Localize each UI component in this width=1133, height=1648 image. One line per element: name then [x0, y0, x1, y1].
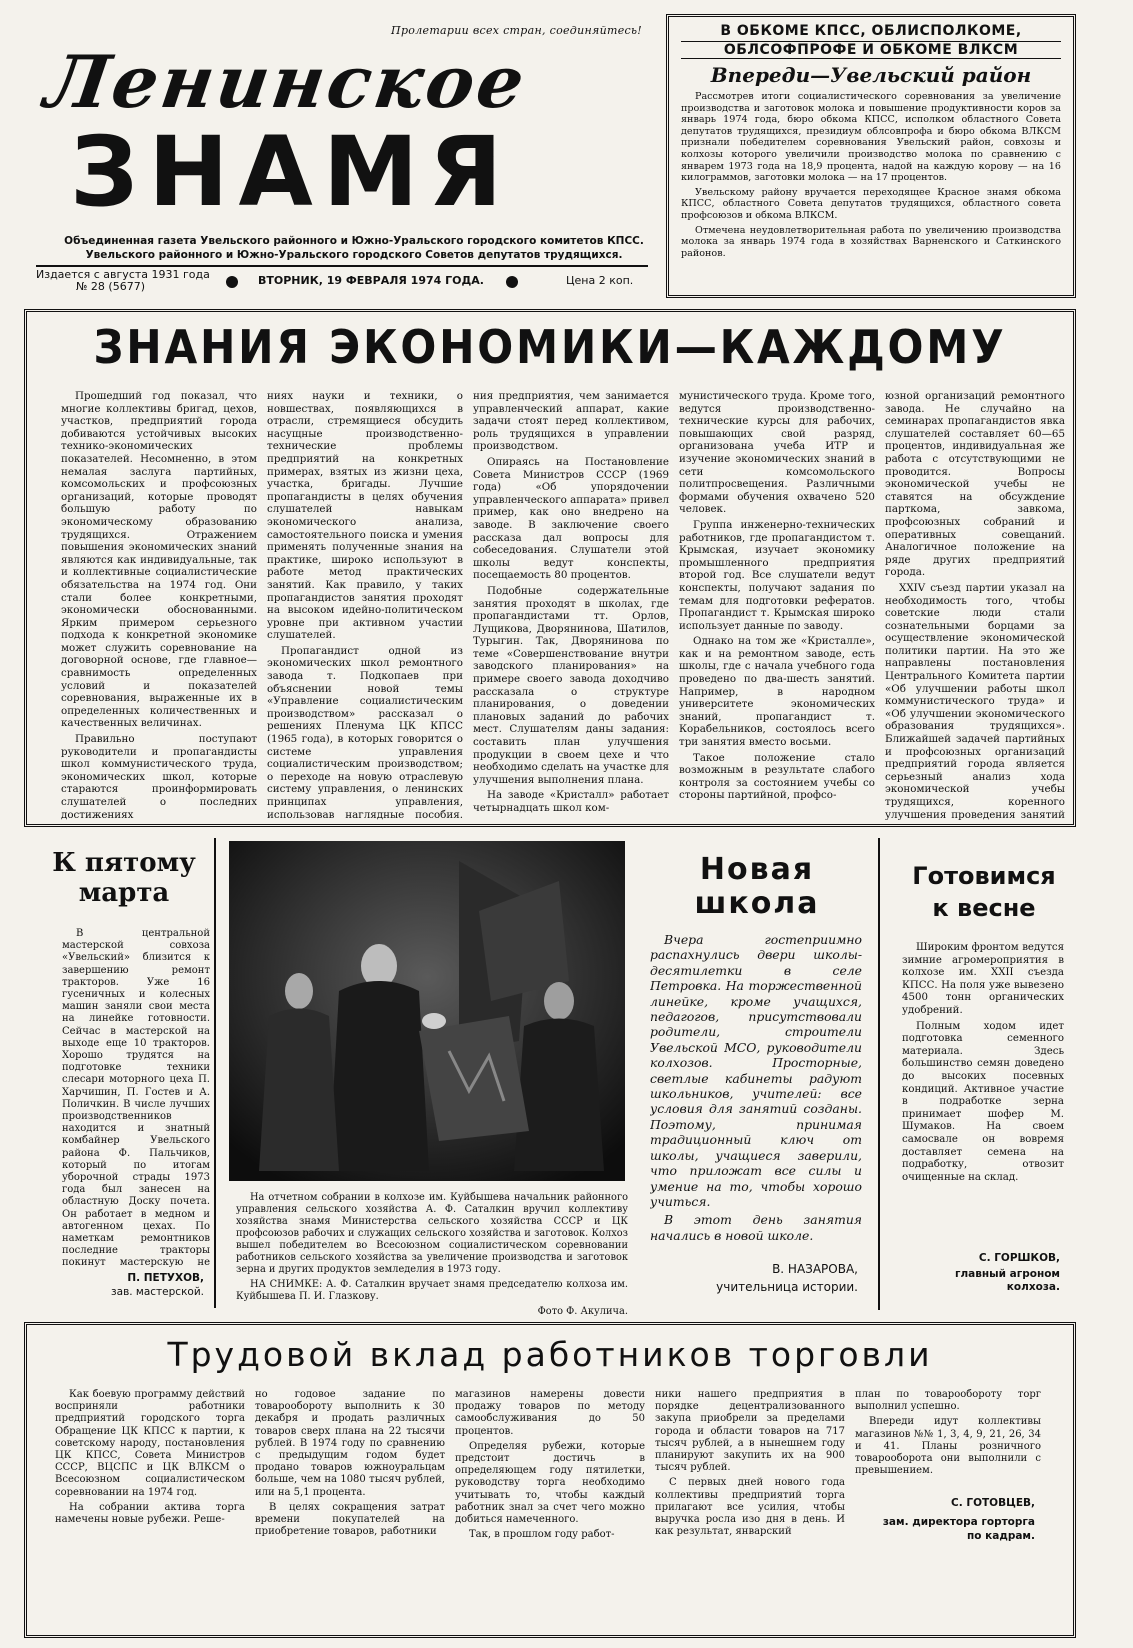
economics-headline: ЗНАНИЯ ЭКОНОМИКИ—КАЖДОМУ: [93, 320, 1007, 374]
economics-col3-p2: Опираясь на Постановление Совета Министров СССР (1969 года) «Об упорядочении управленческого аппарата» привел пример, как оно внедрено на заводе. В заключение своего рассказа дал вопросы для собеседования. Слушатели этой школы ведут конспекты, посещаемость 80 процентов.: [473, 455, 669, 582]
school-article: [642, 838, 880, 1310]
issue-date: ВТОРНИК, 19 ФЕВРАЛЯ 1974 ГОДА.: [258, 274, 484, 287]
issue-number: № 28 (5677): [76, 280, 146, 293]
economics-col3-p1: ния предприятия, чем занимается управленческий аппарат, какие задачи стоят перед коллективом, роль трудящихся в управлении производством.: [473, 390, 669, 453]
obkom-heading-line2: ОБЛСОФПРОФЕ И ОБКОМЕ ВЛКСМ: [681, 41, 1061, 59]
photo-caption: [236, 1192, 628, 1318]
trade-author: С. ГОТОВЦЕВ,: [951, 1497, 1035, 1509]
trade-col-3: [455, 1389, 645, 1629]
school-author-role: учительница истории.: [716, 1280, 858, 1294]
issue-price: Цена 2 коп.: [566, 274, 634, 287]
economics-col5-p2: XXIV съезд партии указал на необходимость того, чтобы советские люди стали сознательными борцами за осуществление экономической политики партии. На это же направлены постановления Центрального Комитета партии «Об улучшении работы школ коммунистического труда» и «Об улучшении экономического образования трудящихся». Ближайшей задачей партийных и профсоюзных организаций предприятий города является серьезный анализ хода экономической учебы трудящихся, коренного улучшения проведения занятий: [885, 581, 1065, 820]
school-title-line1: Новая: [699, 852, 815, 887]
trade-col4-p2: С первых дней нового года коллективы предприятий торга прилагают все усилия, чтобы выручка росла изо дня в день. И как результат, январский: [655, 1477, 845, 1538]
spring-author: С. ГОРШКОВ,: [978, 1252, 1060, 1264]
obkom-body: [681, 91, 1061, 259]
economics-col4-p2: Группа инженерно-технических работников, где пропагандистом т. Крымская, изучает экономику промышленного предприятия второй год. Все слушатели ведут конспекты, получают задания по темам для подготовки рефератов. Пропагандист т. Крымская широко использует данные по заводу.: [679, 518, 875, 632]
obkom-title: Впереди—Увельский район: [710, 63, 1032, 87]
trade-article: [24, 1322, 1076, 1638]
spring-article: [892, 838, 1076, 1310]
economics-col5-p1: юзной организаций ремонтного завода. Не случайно на семинарах пропагандистов явка слушателей составляет 60—65 процентов, индивидуальная же работа с отсутствующими не проводится. Вопросы экономической учебы не ставятся на обсуждение парткома, завкома, профсоюзных собраний и оперативных совещаний. Аналогичное положение на ряде других предприятий города.: [885, 390, 1065, 579]
trade-col3-p2: Определяя рубежи, которые предстоит достичь в определяющем году пятилетки, руководству торга необходимо учитывать то, чтобы каждый работник знал за счет чего можно добиться намеченного.: [455, 1440, 645, 1526]
trade-col3-p3: Так, в прошлом году работ-: [469, 1529, 615, 1541]
economics-col1-p2: Правильно поступают руководители и пропагандисты школ коммунистического труда, экономических школ, которые стараются проинформировать слушателей о последних достижениях: [61, 733, 257, 820]
masthead-rule: [36, 265, 648, 267]
march-author: П. ПЕТУХОВ,: [127, 1272, 204, 1284]
published-since: Издается с августа 1931 года: [36, 268, 210, 281]
trade-headline: Трудовой вклад работников торговли: [167, 1335, 933, 1374]
obkom-p1: Рассмотрев итоги социалистического соревнования за увеличение производства и заготовок молока и повышение продуктивности коров за январь 1974 года, бюро обкома КПСС, исполком областного Совета депутатов трудящихся, президиум облсовпрофа и бюро обкома ВЛКСМ признали победителем соревнования Увельский район, совхозы и колхозы которого увеличили производство молока по сравнению с январем 1973 года на 18,9 процента, надой на каждую корову — на 16 килограммов, заготовки молока — на 17 процентов.: [681, 91, 1061, 184]
spring-title-line1: Готовимся: [912, 862, 1056, 890]
masthead-subtitle: [64, 234, 644, 262]
obkom-article: [666, 14, 1076, 298]
economics-col-4: [679, 390, 875, 820]
ceremony-photo: [229, 841, 625, 1181]
spring-author-role: главный агроном колхоза.: [954, 1268, 1060, 1293]
ceremony-photo-image: [229, 841, 625, 1181]
trade-col4-p1: ники нашего предприятия в порядке децентрализованного закупа приобрели за пределами города и области товаров на 717 тысяч рублей, а в нынешнем году планируют закупить их на 900 тысяч рублей.: [655, 1389, 845, 1474]
trade-col2-p2: В целях сокращения затрат времени покупателей на приобретение товаров, работники: [255, 1501, 445, 1538]
school-title-line2: школа: [694, 886, 820, 921]
school-author: В. НАЗАРОВА,: [772, 1262, 858, 1276]
march-title: К пятому марта: [52, 848, 196, 908]
trade-author-role: зам. директора горторга по кадрам.: [882, 1516, 1035, 1542]
economics-col-2: [267, 390, 463, 820]
march-author-role: зав. мастерской.: [111, 1286, 204, 1298]
march-article: [24, 838, 216, 1308]
photo-caption-p2: НА СНИМКЕ: А. Ф. Саталкин вручает знамя председателю колхоза им. Куйбышева П. И. Глазкову.: [236, 1279, 628, 1302]
masthead-infoline: [36, 268, 648, 294]
obkom-heading-line1: В ОБКОМЕ КПСС, ОБЛИСПОЛКОМЕ,: [720, 23, 1022, 39]
economics-col3-p3: Подобные содержательные занятия проходят в школах, где пропагандистами тт. Орлов, Лущикова, Дворянинова, Шатилов, Турыгин. Так, Дворянинова по теме «Совершенствование внутри заводского планирования» на примере своего завода доходчиво рассказала о структуре планирования, о доведении плановых заданий до рабочих мест. Слушателям даны задания: составить план улучшения продукции в своем цехе и что необходимо сделать на участке для улучшения выполнения плана.: [473, 584, 669, 786]
spring-title-line2: к весне: [932, 894, 1036, 922]
spring-p1: Широким фронтом ведутся зимние агромероприятия в колхозе им. XXII съезда КПСС. На поля уже вывезено 4500 тонн органических удобрений.: [902, 942, 1064, 1016]
spring-body: [902, 942, 1064, 1242]
school-body: [650, 932, 862, 1242]
obkom-p2: Увельскому району вручается переходящее Красное знамя обкома КПСС, областного Совета депутатов трудящихся, областного совета профсоюзов и обкома ВЛКСМ.: [681, 186, 1061, 221]
economics-col-3: [473, 390, 669, 820]
economics-col4-p4: Такое положение стало возможным в результате слабого контроля за состоянием учебы со стороны партийной, профсо-: [679, 751, 875, 802]
economics-col3-p4: На заводе «Кристалл» работает четырнадцать школ ком-: [473, 789, 669, 814]
march-body: [62, 928, 210, 1268]
masthead: [24, 14, 654, 298]
trade-col1-p1: Как боевую программу действий восприняли работники предприятий городского торга Обращение ЦК КПСС к партии, к советскому народу, постановления ЦК КПСС, Совета Министров СССР, ВЦСПС и ЦК ВЛКСМ о Всесоюзном социалистическом соревновании на 1974 год.: [55, 1389, 245, 1498]
masthead-subtitle-line1: Объединенная газета Увельского районного и Южно-Уральского городского комитетов КПСС.: [64, 235, 644, 247]
spring-p2: Полным ходом идет подготовка семенного материала. Здесь большинство семян доведено до высоких посевных кондиций. Активное участие в подработке зерна принимает шофер М. Шумаков. На своем самосвале он вовремя доставляет семена на подработку, отвозит очищенные на склад.: [902, 1020, 1064, 1183]
school-p1: Вчера гостеприимно распахнулись двери школы-десятилетки в селе Петровка. На торжественной линейке, кроме учащихся, педагогов, присутствовали родители, строители Увельской МСО, руководители колхозов. Просторные, светлые кабинеты радуют школьников, учителей: все условия для занятий созданы. Поэтому, принимая традиционный ключ от школы, учащиеся заверили, что приложат все силы и умение на то, чтобы хорошо учиться.: [650, 932, 862, 1209]
trade-col3-p1: магазинов намерены довести продажу товаров по методу самообслуживания до 50 процентов.: [455, 1389, 645, 1437]
trade-col2-p1: но годовое задание по товарообороту выполнить к 30 декабря и продать различных товаров сверх плана на 22 тысячи рублей. В 1974 году по сравнению с предыдущим годом будет продано товаров южноуральцам больше, чем на 1080 тысяч рублей, или на 5,1 процента.: [255, 1389, 445, 1498]
economics-col-1: [61, 390, 257, 820]
economics-article: [24, 309, 1076, 827]
masthead-subtitle-line2: Увельского районного и Южно-Уральского городского Советов депутатов трудящихся.: [85, 249, 623, 261]
economics-col4-p1: мунистического труда. Кроме того, ведутся производственно-технические курсы для рабочих, повышающих свой разряд, организована учеба ИТР и изучение экономических знаний в сети комсомольского политпросвещения. Различными формами обучения охвачено 520 человек.: [679, 390, 875, 516]
economics-col2-p2: Пропагандист одной из экономических школ ремонтного завода т. Подкопаев при объяснении новой темы «Управление социалистическим производством» рассказал о решениях Пленума ЦК КПСС (1965 года), в которых говорится о системе управления социалистическим производством; о переходе на новую отраслевую систему управления, о ленинских принципах управления, использовав наглядные пособия.: [267, 644, 463, 820]
masthead-motto: Пролетарии всех стран, соединяйтесь!: [391, 24, 642, 37]
trade-col5-p2: Впереди идут коллективы магазинов №№ 1, 3, 4, 9, 21, 26, 34 и 41. Планы розничного товарооборота они выполнили с превышением.: [855, 1416, 1041, 1477]
bullet-dot-left: [226, 276, 238, 288]
economics-col4-p3: Однако на том же «Кристалле», как и на ремонтном заводе, есть школы, где с начала учебного года проведено по два-шесть занятий. Например, в народном университете экономических знаний, пропагандист т. Корабельников, состоялось всего три занятия вместо восьми.: [679, 635, 875, 749]
trade-col-2: [255, 1389, 445, 1629]
bullet-dot-right: [506, 276, 518, 288]
school-p2: В этот день занятия начались в новой школе.: [650, 1212, 862, 1242]
obkom-p3: Отмечена неудовлетворительная работа по увеличению производства молока за январь 1974 года в хозяйствах Варненского и Саткинского районов.: [681, 224, 1061, 259]
photo-caption-p1: На отчетном собрании в колхозе им. Куйбышева начальник районного управления сельского хозяйства А. Ф. Саталкин вручил коллективу хозяйства знамя Министерства сельского хозяйства СССР и ЦК профсоюзов рабочих и служащих сельского хозяйства и заготовок. Колхоз вышел победителем во Всесоюзном социалистическом соревновании работников сельского хозяйства за увеличение производства и заготовок зерна и других продуктов земледелия в 1973 году.: [236, 1192, 628, 1275]
economics-col-5: [885, 390, 1065, 820]
masthead-title-line2: ЗНАМЯ: [70, 116, 513, 228]
trade-col-4: [655, 1389, 845, 1629]
trade-col5-p1: план по товарообороту торг выполнил успешно.: [855, 1389, 1041, 1413]
trade-col1-p2: На собрании актива торга намечены новые рубежи. Реше-: [55, 1501, 245, 1526]
economics-col1-p1: Прошедший год показал, что многие коллективы бригад, цехов, участков, предприятий города добиваются устойчивых высоких технико-экономических показателей. Несомненно, в этом немалая заслуга партийных, комсомольских и профсоюзных организаций, которые проводят большую работу по экономическому образованию трудящихся. Отражением повышения экономических знаний являются как индивидуальные, так и коллективные социалистические обязательства на 1974 год. Они стали более конкретными, экономически обоснованными. Ярким примером серьезного подхода к конкретной экономике может служить соревнование на договорной основе, где главное—сравнимость определенных условий и показателей соревнования, выраженные их в определенных количественных и качественных величинах.: [61, 390, 257, 730]
trade-col-1: [55, 1389, 245, 1629]
march-p1: В центральной мастерской совхоза «Увельский» близится к завершению ремонт тракторов. Уже 16 гусеничных и колесных машин заняли свои места на линейке готовности. Сейчас в мастерской на выходе еще 10 тракторов. Хорошо трудятся на подготовке техники слесари моторного цеха П. Харчишин, П. Гостев и А. Поличкин. В числе лучших производственников находится и знатный комбайнер Увельского района Ф. Пальчиков, который по итогам уборочной страды 1973 года был занесен на областную Доску почета. Он работает в медном и автогенном цехах. По наметкам ремонтников последние тракторы покинут мастерскую не: [62, 928, 210, 1268]
masthead-title-line1: Ленинское: [40, 39, 533, 124]
economics-col2-p1: ниях науки и техники, о новшествах, появляющихся в отрасли, стремящиеся обсудить насущные производственно-технические проблемы предприятий на конкретных примерах, взятых из жизни цеха, участка, бригады. Лучшие пропагандисты в целях обучения слушателей навыкам экономического анализа, самостоятельного поиска и умения применять полученные знания на практике, широко используют в работе метод практических занятий. Как правило, у таких пропагандистов занятия проходят на высоком идейно-политическом уровне при активном участии слушателей.: [267, 390, 463, 642]
photo-credit: Фото Ф. Акулича.: [537, 1306, 628, 1317]
